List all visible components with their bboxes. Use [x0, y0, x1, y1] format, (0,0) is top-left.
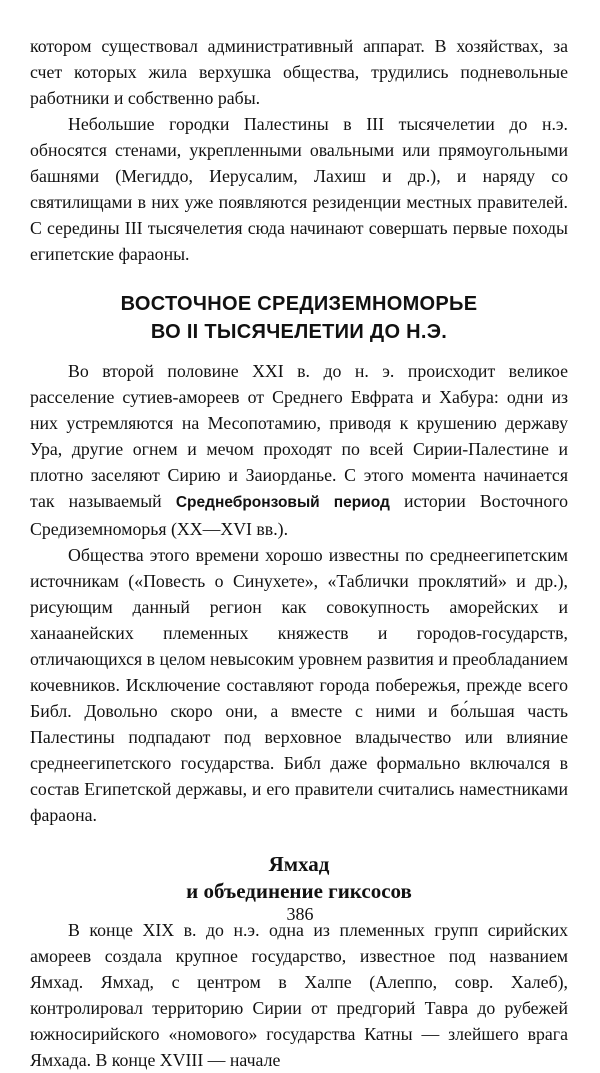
paragraph-yamhad [30, 917, 568, 1073]
paragraph-text: истории Восточного Средиземноморья (XX—XVI вв.). [30, 491, 569, 539]
page-number: 386 [286, 904, 314, 924]
paragraph-text: Общества этого времени хорошо известны по среднеегипетским источникам («Повесть о Синухете», «Таблички проклятий» и др.), рисующим данный регион как совокупность аморейских и ханаанейских племенных княжеств и городов-государств, отличающихся в целом невысоким уровнем развития и преобладанием кочевников. Исключение составляют города побережья, прежде всего Библ. Довольно скоро они, а вместе с ними и бо́льшая часть Палестины подпадают под верховное владычество или влияние среднеегипетского государства. Библ даже формально включался в состав Египетской державы, и его правители считались наместниками фараона. [30, 545, 568, 825]
section-heading-line-2: ВО II ТЫСЯЧЕЛЕТИИ ДО Н.Э. [150, 321, 448, 343]
section-heading-line-1: ВОСТОЧНОЕ СРЕДИЗЕМНОМОРЬЕ [120, 293, 478, 315]
paragraph-text: котором существовал административный аппарат. В хозяйствах, за счет которых жила верхушка общества, трудились подневольные работники и собственно рабы. [30, 36, 568, 108]
bold-term: Среднебронзовый период [175, 494, 390, 511]
paragraph-societies [30, 542, 568, 828]
paragraph-continuation [30, 33, 568, 111]
paragraph-palestine-towns [30, 111, 568, 267]
paragraph-amorite-migration [30, 358, 568, 542]
paragraph-text: Небольшие городки Палестины в III тысячелетии до н.э. обносятся стенами, укрепленными овальными или прямоугольными башнями (Мегиддо, Иерусалим, Лахиш и др.), и наряду со святилищами в них уже появляются резиденции местных правителей. С середины III тысячелетия сюда начинают совершать первые походы египетские фараоны. [30, 114, 568, 264]
paragraph-text: В конце XIX в. до н.э. одна из племенных групп сирийских амореев создала крупное государство, известное под названием Ямхад. Ямхад, с центром в Халпе (Алеппо, совр. Халеб), контролировал территорию Сирии от предгорий Тавра до рубежей южносирийского «номового» государства Катны — злейшего врага Ямхада. В конце XVIII — начале [30, 920, 568, 1070]
paragraph-text: Во второй половине XXI в. до н. э. происходит великое расселение сутиев-амореев от Среднего Евфрата и Хабура: одни из них устремляются на Месопотамию, приводя к крушению державу Ура, другие огнем и мечом проходят по всей Сирии-Палестине и плотно заселяют Сирию и Заиорданье. С этого момента начинается так называемый [30, 361, 568, 511]
subsection-heading [30, 851, 568, 905]
subsection-heading-line-1: Ямхад [268, 852, 330, 876]
subsection-heading-line-2: и объединение гиксосов [186, 879, 412, 903]
section-heading [30, 290, 568, 346]
